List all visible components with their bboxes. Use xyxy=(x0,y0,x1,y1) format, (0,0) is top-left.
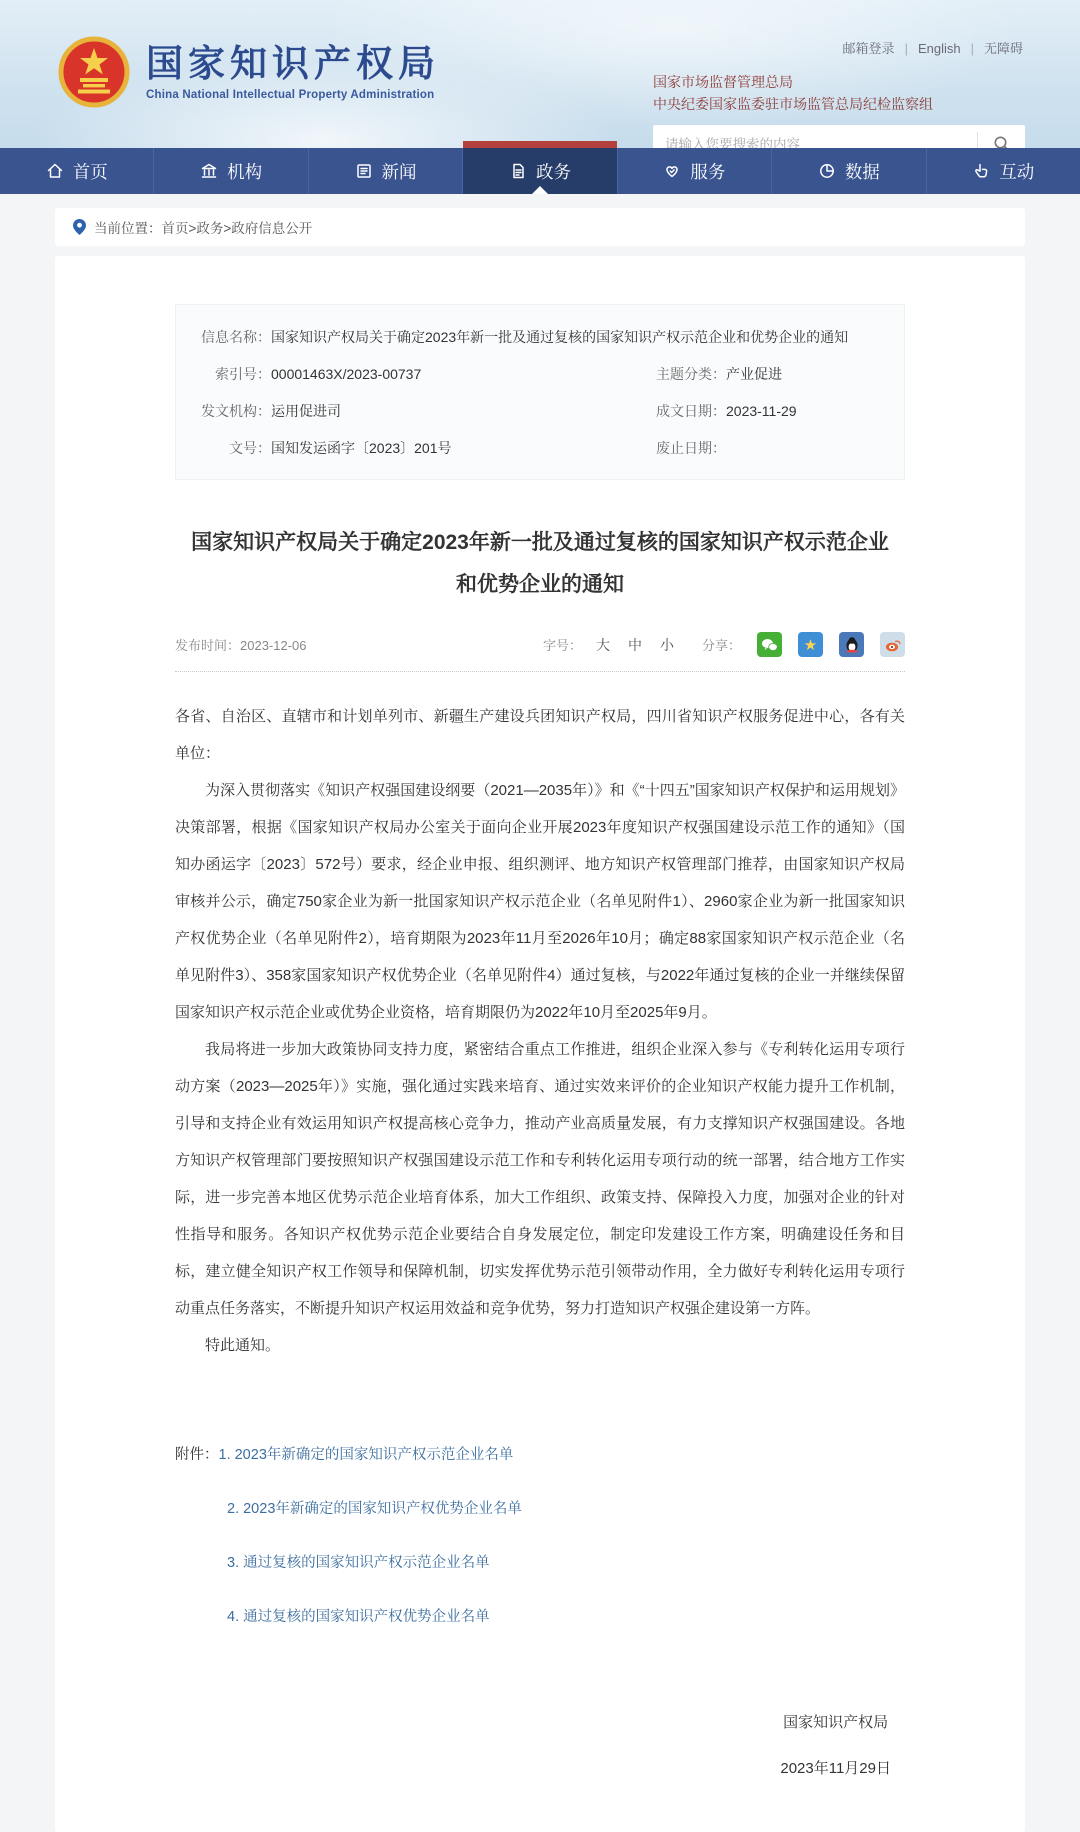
site-title-en: China National Intellectual Property Administration xyxy=(146,89,435,101)
publish-time xyxy=(175,635,307,654)
weibo-share-icon[interactable] xyxy=(880,632,905,657)
qq-share-icon[interactable] xyxy=(839,632,864,657)
info-value: 产业促进 xyxy=(726,366,782,382)
fontsize-small-button[interactable]: 小 xyxy=(659,636,674,653)
info-label: 索引号： xyxy=(215,366,271,382)
gov-affairs-icon xyxy=(509,162,527,180)
info-label: 文号： xyxy=(229,440,271,456)
fontsize-large-button[interactable]: 大 xyxy=(595,636,610,653)
divider: | xyxy=(970,41,974,56)
publish-label: 发布时间： xyxy=(175,638,241,653)
share-label: 分享： xyxy=(701,638,741,653)
nav-item-service[interactable] xyxy=(618,148,772,194)
brand xyxy=(58,36,440,108)
active-tab-accent xyxy=(463,141,616,148)
main-nav xyxy=(0,148,1080,194)
info-value: 国家知识产权局关于确定2023年新一批及通过复核的国家知识产权示范企业和优势企业的通知 xyxy=(271,329,849,345)
info-label: 成文日期： xyxy=(656,403,726,419)
breadcrumb-label: 当前位置： xyxy=(94,221,162,236)
accessibility-link[interactable]: 无障碍 xyxy=(983,41,1023,56)
attachment-link-4[interactable]: 4. 通过复核的国家知识产权优势企业名单 xyxy=(227,1609,490,1625)
attachment-line xyxy=(175,1482,905,1536)
nav-label: 互动 xyxy=(999,161,1035,182)
attachments-section xyxy=(175,1428,905,1644)
info-value: 运用促进司 xyxy=(271,403,341,419)
signature-block xyxy=(175,1700,905,1792)
document-info-table xyxy=(175,304,905,480)
fontsize-medium-button[interactable]: 中 xyxy=(627,636,642,653)
info-row-issuer-date xyxy=(176,393,904,430)
info-label: 信息名称： xyxy=(201,329,271,345)
english-link[interactable]: English xyxy=(917,41,961,56)
wechat-share-icon[interactable] xyxy=(757,632,782,657)
active-tab-arrow xyxy=(532,186,548,194)
info-label: 主题分类： xyxy=(656,366,726,382)
nav-label: 新闻 xyxy=(381,161,417,182)
nav-label: 政务 xyxy=(535,161,571,182)
attachment-line xyxy=(175,1428,905,1482)
title-line-2: 和优势企业的通知 xyxy=(456,573,624,596)
nav-item-interact[interactable] xyxy=(927,148,1080,194)
page-title xyxy=(175,522,905,606)
info-row-docnum-repeal xyxy=(176,430,904,467)
title-line-1: 国家知识产权局关于确定2023年新一批及通过复核的国家知识产权示范企业 xyxy=(191,531,889,554)
home-icon xyxy=(46,162,64,180)
agency-links xyxy=(653,71,1025,115)
article-meta xyxy=(175,632,905,657)
signature-name: 国家知识产权局 xyxy=(783,1714,889,1731)
divider: | xyxy=(904,41,908,56)
nav-item-data[interactable] xyxy=(772,148,926,194)
info-value: 国知发运函字〔2023〕201号 xyxy=(271,440,452,456)
nav-item-institution[interactable] xyxy=(154,148,308,194)
info-label: 废止日期： xyxy=(656,440,726,456)
info-row-name xyxy=(176,319,904,356)
samr-link[interactable]: 国家市场监督管理总局 xyxy=(653,74,793,90)
attachment-link-2[interactable]: 2. 2023年新确定的国家知识产权优势企业名单 xyxy=(227,1501,522,1517)
nav-label: 机构 xyxy=(227,161,263,182)
fontsize-label: 字号： xyxy=(542,638,582,653)
info-row-index-topic xyxy=(176,356,904,393)
news-icon xyxy=(355,162,373,180)
attachments-label: 附件： xyxy=(175,1447,219,1463)
nav-item-home[interactable] xyxy=(0,148,154,194)
nav-item-gov-affairs[interactable] xyxy=(463,148,617,194)
paragraph-1: 为深入贯彻落实《知识产权强国建设纲要（2021—2035年）》和《“十四五”国家知识产权保护和运用规划》决策部署，根据《国家知识产权局办公室关于面向企业开展2023年度知识产权强国建设示范工作的通知》（国知办函运字〔2023〕572号）要求，经企业申报、组织测评、地方知识产权管理部门推荐，由国家知识产权局审核并公示，确定750家企业为新一批国家知识产权示范企业（名单见附件1）、2960家企业为新一批国家知识产权优势企业（名单见附件2），培育期限为2023年11月至2026年10月；确定88家国家知识产权示范企业（名单见附件3）、358家国家知识产权优势企业（名单见附件4）通过复核，与2022年通过复核的企业一并继续保留国家知识产权示范企业或优势企业资格，培育期限仍为2022年10月至2025年9月。 xyxy=(175,782,905,1021)
service-icon xyxy=(663,162,681,180)
discipline-inspection-link[interactable]: 中央纪委国家监委驻市场监管总局纪检监察组 xyxy=(653,96,933,112)
interact-icon xyxy=(972,162,990,180)
brand-text xyxy=(146,43,440,101)
mail-login-link[interactable]: 邮箱登录 xyxy=(842,41,895,56)
location-pin-icon xyxy=(73,219,86,235)
nav-label: 服务 xyxy=(690,161,726,182)
data-icon xyxy=(818,162,836,180)
nav-label: 数据 xyxy=(844,161,880,182)
closing-line: 特此通知。 xyxy=(205,1337,281,1354)
info-value: 00001463X/2023-00737 xyxy=(271,366,422,382)
nav-label: 首页 xyxy=(72,161,108,182)
paragraph-2: 我局将进一步加大政策协同支持力度，紧密结合重点工作推进，组织企业深入参与《专利转化运用专项行动方案（2023—2025年）》实施，强化通过实践来培育、通过实效来评价的企业知识产权能力提升工作机制，引导和支持企业有效运用知识产权提高核心竞争力，推动产业高质量发展，有力支撑知识产权强国建设。各地方知识产权管理部门要按照知识产权强国建设示范工作和专利转化运用专项行动的统一部署，结合地方工作实际，进一步完善本地区优势示范企业培育体系，加大工作组织、政策支持、保障投入力度，加强对企业的针对性指导和服务。各知识产权优势示范企业要结合自身发展定位，制定印发建设工作方案，明确建设任务和目标，建立健全知识产权工作领导和保障机制，切实发挥优势示范引领带动作用，全力做好专利转化运用专项行动重点任务落实，不断提升知识产权运用效益和竞争优势，努力打造知识产权强企建设第一方阵。 xyxy=(175,1041,905,1317)
divider xyxy=(175,671,905,672)
info-value: 2023-11-29 xyxy=(726,403,797,419)
institution-icon xyxy=(200,162,218,180)
meta-right xyxy=(543,632,905,657)
breadcrumb-path[interactable]: 首页>政务>政府信息公开 xyxy=(161,221,313,236)
header-right xyxy=(653,38,1025,163)
attachment-link-1[interactable]: 1. 2023年新确定的国家知识产权示范企业名单 xyxy=(218,1447,514,1463)
breadcrumb xyxy=(55,208,1025,246)
info-label: 发文机构： xyxy=(201,403,271,419)
salutation: 各省、自治区、直辖市和计划单列市、新疆生产建设兵团知识产权局，四川省知识产权服务促进中心，各有关单位： xyxy=(175,708,905,762)
attachment-line xyxy=(175,1590,905,1644)
qzone-share-icon[interactable]: ★ xyxy=(798,632,823,657)
attachment-line xyxy=(175,1536,905,1590)
document-card xyxy=(55,256,1025,1832)
top-links xyxy=(653,38,1023,57)
site-header xyxy=(0,0,1080,148)
national-emblem-logo xyxy=(58,36,130,108)
signature-date: 2023年11月29日 xyxy=(780,1760,891,1777)
article-body xyxy=(175,698,905,1364)
attachment-link-3[interactable]: 3. 通过复核的国家知识产权示范企业名单 xyxy=(227,1555,490,1571)
site-title: 国家知识产权局 xyxy=(146,43,440,84)
nav-item-news[interactable] xyxy=(309,148,463,194)
publish-date: 2023-12-06 xyxy=(240,638,307,653)
